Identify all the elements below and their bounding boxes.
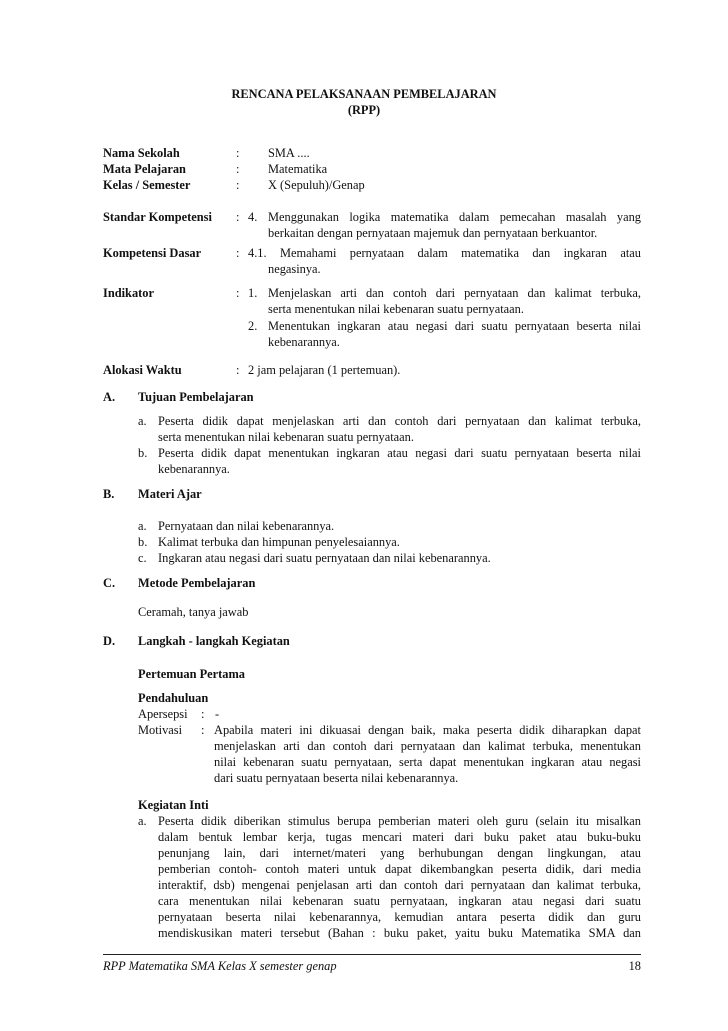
section-letter: D. bbox=[103, 634, 116, 648]
identity-value: X (Sepuluh)/Genap bbox=[268, 178, 365, 192]
section-letter: B. bbox=[103, 487, 115, 501]
motivasi-sep: : bbox=[201, 723, 205, 737]
section-title: Tujuan Pembelajaran bbox=[138, 390, 254, 404]
inti-line: interaktif, dsb) mengenai penjelasan arti dan contoh dari pernyataan dan kalimat terbuka, bbox=[158, 878, 641, 892]
alokasi-label: Alokasi Waktu bbox=[103, 363, 182, 377]
list-item: Pernyataan dan nilai kebenarannya. bbox=[158, 519, 335, 533]
page-number: 18 bbox=[628, 959, 641, 973]
motivasi-line: menjelaskan arti dan contoh dari pernyataan dan kalimat terbuka, menentukan bbox=[214, 739, 641, 753]
kompetensi-line: 4.1. Memahami pernyataan dalam matematika dan ingkaran atau bbox=[248, 246, 641, 260]
list-item-line: kebenarannya. bbox=[158, 462, 230, 476]
footer-rule bbox=[103, 954, 641, 955]
list-mark: a. bbox=[138, 519, 147, 533]
indikator-num: 2. bbox=[248, 319, 258, 333]
standar-line: berkaitan dengan pernyataan majemuk dan pernyataan berkuantor. bbox=[268, 226, 598, 240]
list-item-line: Peserta didik dapat menjelaskan arti dan contoh dari pernyataan dan kalimat terbuka, bbox=[158, 414, 641, 428]
title-line-1: RENCANA PELAKSANAAN PEMBELAJARAN bbox=[231, 87, 497, 101]
kompetensi-label: Kompetensi Dasar bbox=[103, 246, 202, 260]
list-mark: a. bbox=[138, 814, 147, 828]
list-item: Kalimat terbuka dan himpunan penyelesaiannya. bbox=[158, 535, 400, 549]
indikator-line: Menjelaskan arti dan contoh dari pernyataan dan kalimat terbuka, bbox=[268, 286, 641, 300]
kompetensi-line: negasinya. bbox=[268, 262, 321, 276]
identity-label: Mata Pelajaran bbox=[103, 162, 186, 176]
indikator-label: Indikator bbox=[103, 286, 154, 300]
inti-line: pemberian contoh- contoh materi untuk dapat dikembangkan peserta didik, dari media bbox=[158, 862, 641, 876]
apersepsi-sep: : bbox=[201, 707, 205, 721]
motivasi-line: nilai kebenaran suatu pernyataan, serta dapat menentukan ingkaran atau negasi bbox=[214, 755, 641, 769]
section-title: Metode Pembelajaran bbox=[138, 576, 256, 590]
inti-line: pernyataan beserta nilai kebenarannya, kemudian antara peserta didik dan guru bbox=[158, 910, 641, 924]
identity-label: Kelas / Semester bbox=[103, 178, 191, 192]
apersepsi-value: - bbox=[215, 707, 220, 721]
motivasi-line: Apabila materi ini dikuasai dengan baik, maka peserta didik diharapkan dapat bbox=[214, 723, 641, 737]
motivasi-line: dari suatu pernyataan beserta nilai kebenarannya. bbox=[214, 771, 459, 785]
indikator-line: kebenarannya. bbox=[268, 335, 340, 349]
list-mark: c. bbox=[138, 551, 147, 565]
kegiatan-inti-heading: Kegiatan Inti bbox=[138, 798, 209, 812]
list-mark: b. bbox=[138, 446, 148, 460]
identity-value: SMA .... bbox=[268, 146, 310, 160]
section-letter: C. bbox=[103, 576, 116, 590]
section-text: Ceramah, tanya jawab bbox=[138, 605, 249, 619]
list-mark: b. bbox=[138, 535, 148, 549]
list-item-line: serta menentukan nilai kebenaran suatu pernyataan. bbox=[158, 430, 414, 444]
motivasi-label: Motivasi bbox=[138, 723, 183, 737]
title-line-2: (RPP) bbox=[347, 103, 381, 117]
inti-line: mendiskusikan materi tersebut (Bahan : buku paket, yaitu buku Matematika SMA dan bbox=[158, 926, 641, 940]
alokasi-value: 2 jam pelajaran (1 pertemuan). bbox=[248, 363, 401, 377]
indikator-sep: : bbox=[236, 286, 240, 300]
footer-text: RPP Matematika SMA Kelas X semester genap bbox=[103, 959, 337, 973]
list-item-line: Peserta didik dapat menentukan ingkaran atau negasi dari suatu pernyataan beserta nilai bbox=[158, 446, 641, 460]
inti-line: Peserta didik diberikan stimulus berupa pemberian materi oleh guru (selain itu misalkan bbox=[158, 814, 641, 828]
identity-sep: : bbox=[236, 146, 240, 160]
list-item: Ingkaran atau negasi dari suatu pernyataan dan nilai kebenarannya. bbox=[158, 551, 491, 565]
indikator-line: Menentukan ingkaran atau negasi dari suatu pernyataan beserta nilai bbox=[268, 319, 641, 333]
pertemuan-heading: Pertemuan Pertama bbox=[138, 667, 245, 681]
inti-line: dalam bentuk lembar kerja, tugas mencari materi dari buku paket atau buku-buku bbox=[158, 830, 641, 844]
identity-label: Nama Sekolah bbox=[103, 146, 180, 160]
identity-sep: : bbox=[236, 178, 240, 192]
identity-sep: : bbox=[236, 162, 240, 176]
section-letter: A. bbox=[103, 390, 116, 404]
list-mark: a. bbox=[138, 414, 147, 428]
indikator-num: 1. bbox=[248, 286, 258, 300]
indikator-line: serta menentukan nilai kebenaran suatu pernyataan. bbox=[268, 302, 524, 316]
identity-value: Matematika bbox=[268, 162, 328, 176]
standar-label: Standar Kompetensi bbox=[103, 210, 212, 224]
standar-sep: : bbox=[236, 210, 240, 224]
kompetensi-sep: : bbox=[236, 246, 240, 260]
inti-line: cara menentukan nilai kebenaran suatu pernyataan, ingkaran atau negasi dari suatu bbox=[158, 894, 641, 908]
section-title: Langkah - langkah Kegiatan bbox=[138, 634, 290, 648]
pendahuluan-heading: Pendahuluan bbox=[138, 691, 209, 705]
apersepsi-label: Apersepsi bbox=[138, 707, 188, 721]
alokasi-sep: : bbox=[236, 363, 240, 377]
standar-line: Menggunakan logika matematika dalam pemecahan masalah yang bbox=[268, 210, 641, 224]
standar-num: 4. bbox=[248, 210, 258, 224]
inti-line: penunjang lain, dari internet/materi yang berhubungan dengan lingkungan, atau bbox=[158, 846, 641, 860]
section-title: Materi Ajar bbox=[138, 487, 202, 501]
